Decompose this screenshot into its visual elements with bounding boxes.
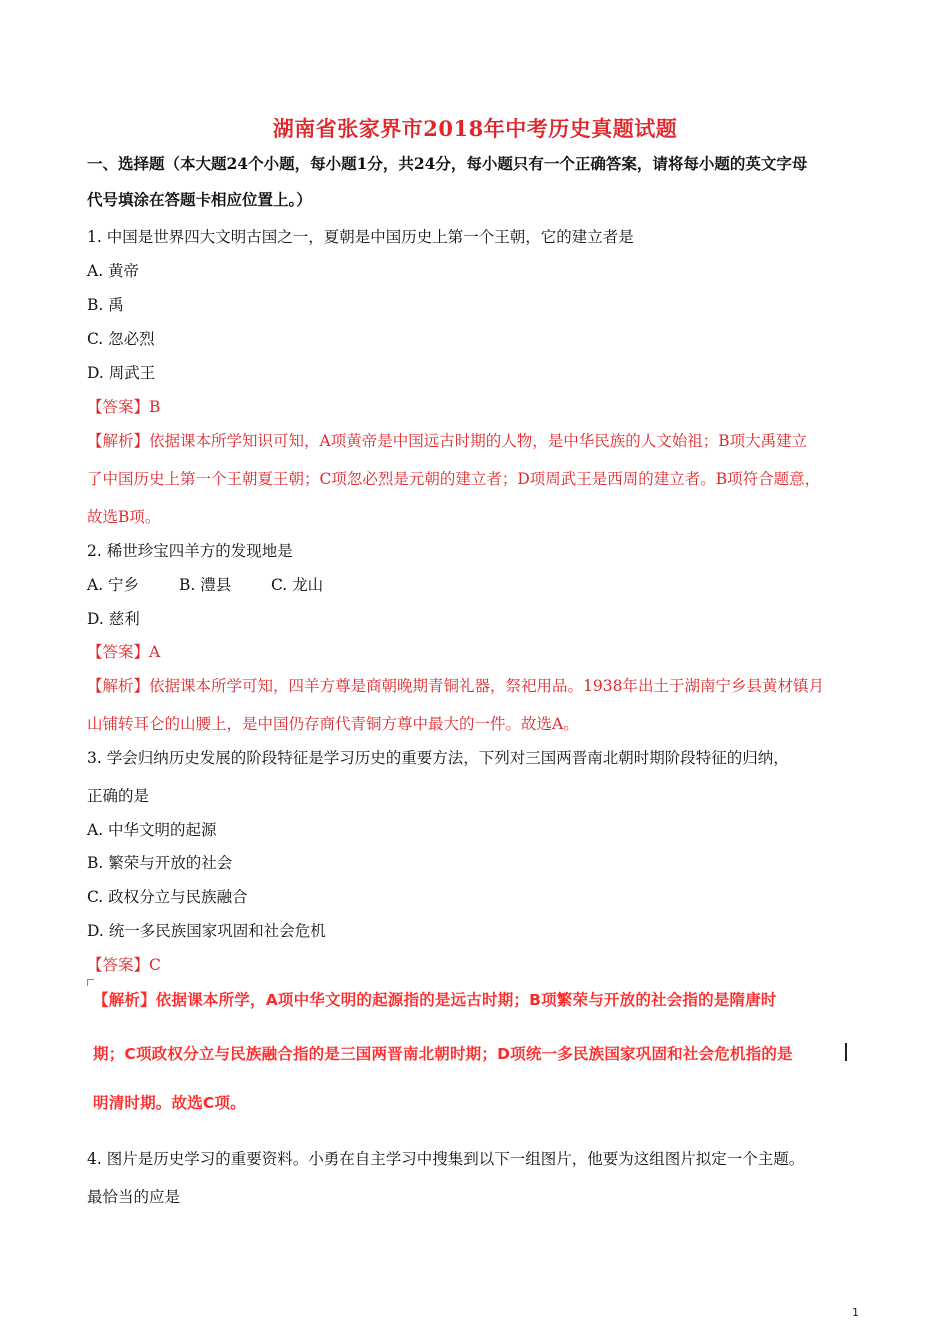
q3-option-a: A. 中华文明的起源	[87, 821, 217, 839]
q3-answer: 【答案】C	[87, 956, 161, 974]
exam-title: 湖南省张家界市2018年中考历史真题试题	[272, 116, 678, 141]
q2-options-row	[87, 573, 877, 595]
q3-analysis-line2: 期；C项政权分立与民族融合指的是三国两晋南北朝时期；D项统一多民族国家巩固和社会危机指的是	[93, 1045, 793, 1063]
q2-analysis-line2: 山铺转耳仑的山腰上，是中国仍存商代青铜方尊中最大的一件。故选A。	[87, 715, 579, 733]
q4-stem-line1: 4. 图片是历史学习的重要资料。小勇在自主学习中搜集到以下一组图片，他要为这组图片拟定一个主题。	[87, 1150, 805, 1168]
q1-option-a: A. 黄帝	[87, 262, 140, 280]
q3-option-d: D. 统一多民族国家巩固和社会危机	[87, 922, 326, 940]
q3-analysis-line3: 明清时期。故选C项。	[93, 1094, 246, 1112]
section-heading-line1: 一、选择题（本大题24个小题，每小题1分，共24分，每小题只有一个正确答案，请将每小题的英文字母	[87, 154, 808, 173]
page-number: 1	[852, 1306, 859, 1319]
q1-analysis-line3: 故选B项。	[87, 508, 161, 526]
q2-option-a: A. 宁乡	[87, 576, 140, 594]
q2-option-d: D. 慈利	[87, 610, 140, 628]
paragraph-mark	[87, 979, 94, 986]
q3-stem-line2: 正确的是	[87, 787, 150, 805]
q1-option-d: D. 周武王	[87, 364, 156, 382]
q1-option-c: C. 忽必烈	[87, 330, 155, 348]
q3-analysis-line1: 【解析】依据课本所学，A项中华文明的起源指的是远古时期；B项繁荣与开放的社会指的是隋唐时	[93, 991, 777, 1009]
q3-option-b: B. 繁荣与开放的社会	[87, 854, 233, 872]
q4-stem-line2: 最恰当的应是	[87, 1188, 181, 1206]
q1-analysis-line1: 【解析】依据课本所学知识可知，A项黄帝是中国远古时期的人物，是中华民族的人文始祖；B项大禹建立	[87, 432, 808, 450]
q1-analysis-line2: 了中国历史上第一个王朝夏王朝；C项忽必烈是元朝的建立者；D项周武王是西周的建立者。B项符合题意，	[87, 470, 821, 488]
q2-option-b: B. 澧县	[179, 576, 232, 594]
text-cursor	[845, 1043, 847, 1061]
q1-answer: 【答案】B	[87, 398, 161, 416]
q3-option-c: C. 政权分立与民族融合	[87, 888, 248, 906]
q2-option-c: C. 龙山	[271, 576, 324, 594]
q2-answer: 【答案】A	[87, 643, 161, 661]
q1-option-b: B. 禹	[87, 296, 124, 314]
q2-stem: 2. 稀世珍宝四羊方的发现地是	[87, 542, 293, 560]
section-heading-line2: 代号填涂在答题卡相应位置上。）	[87, 190, 312, 209]
q2-analysis-line1: 【解析】依据课本所学可知，四羊方尊是商朝晚期青铜礼器，祭祀用品。1938年出土于湖南宁乡县黄材镇月	[87, 677, 824, 695]
q1-stem: 1. 中国是世界四大文明古国之一，夏朝是中国历史上第一个王朝，它的建立者是	[87, 228, 634, 246]
q3-stem-line1: 3. 学会归纳历史发展的阶段特征是学习历史的重要方法，下列对三国两晋南北朝时期阶段特征的归纳，	[87, 749, 789, 767]
